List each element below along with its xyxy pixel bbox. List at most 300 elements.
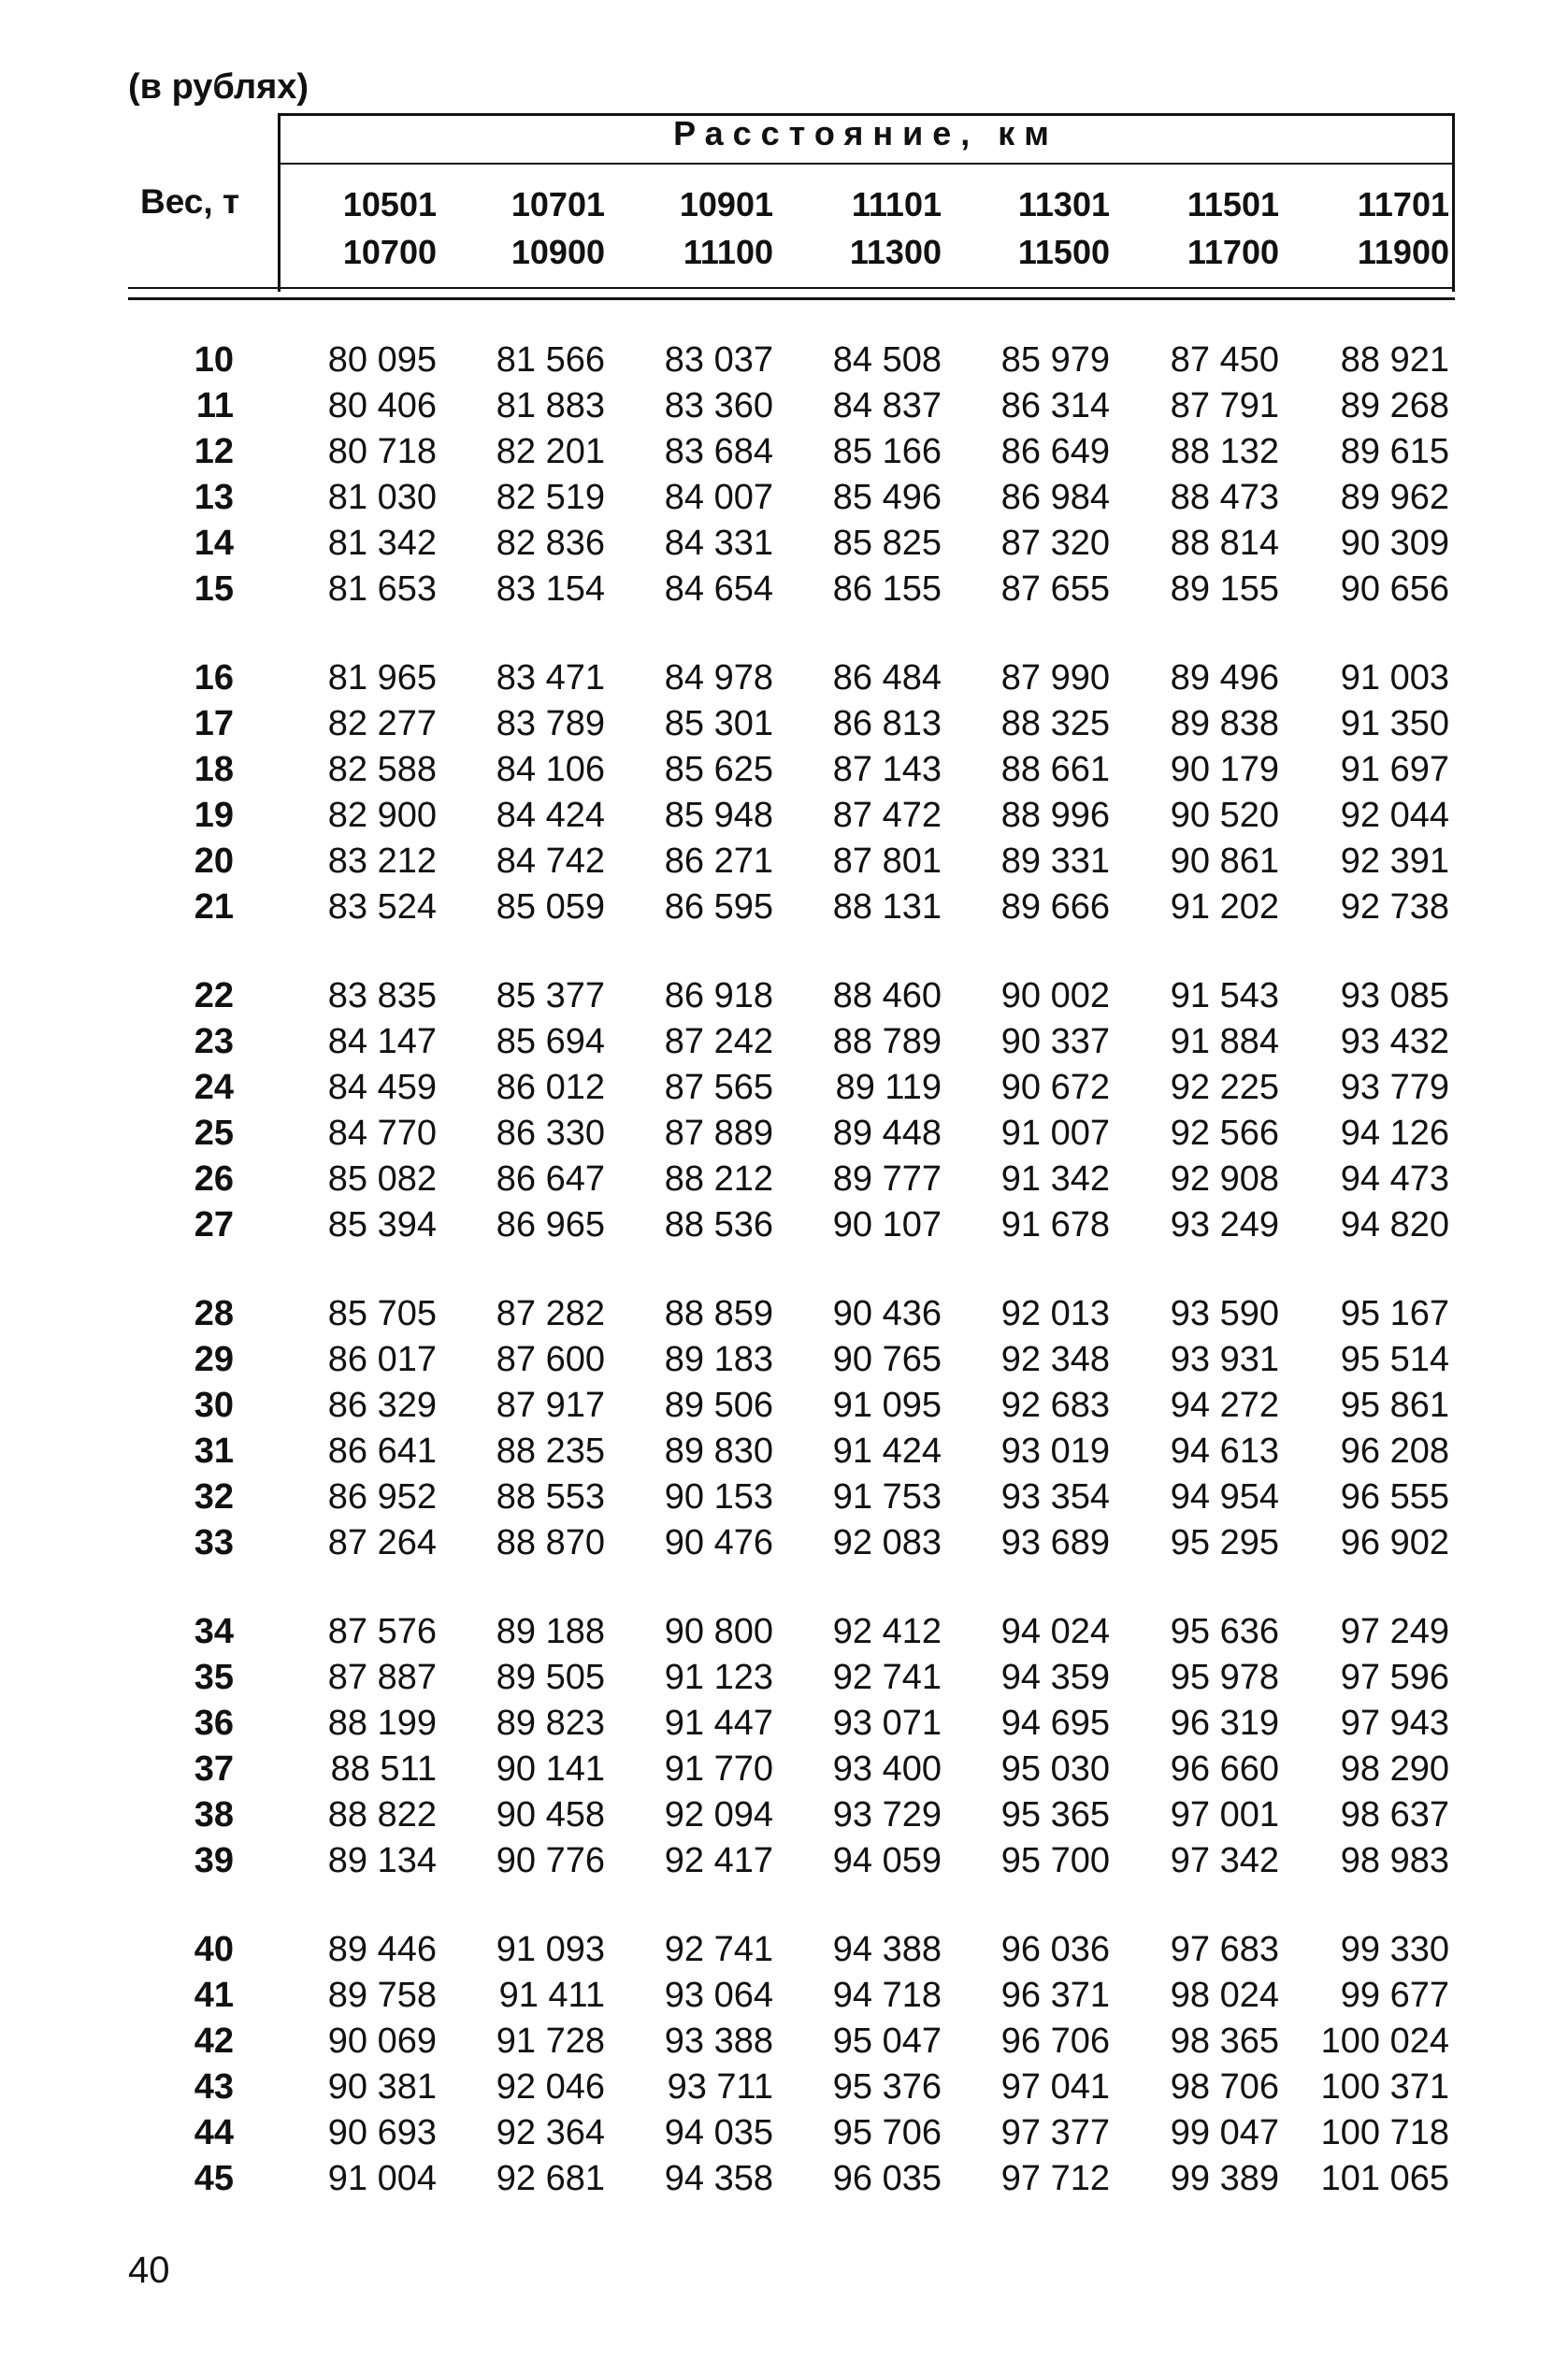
weight-cell: 10 [194,340,234,380]
weight-cell: 42 [194,2021,234,2061]
weight-cell: 41 [194,1976,234,2015]
weight-cell: 45 [194,2159,234,2198]
weight-cell: 17 [194,704,234,743]
price-cell: 91 447 [664,1704,773,1743]
weight-cell: 21 [194,887,234,927]
price-cell: 83 360 [664,386,773,425]
price-cell: 87 576 [327,1612,437,1651]
price-cell: 84 424 [496,796,605,835]
weight-cell: 13 [194,478,234,517]
weight-cell: 38 [194,1795,234,1834]
range-from: 11101 [851,185,942,223]
price-cell: 86 647 [496,1159,605,1199]
distance-range-header [1290,180,1449,276]
price-cell: 88 553 [496,1477,605,1517]
price-cell: 93 432 [1340,1022,1449,1061]
price-cell: 87 565 [664,1068,773,1107]
price-cell: 91 411 [498,1976,605,2015]
price-cell: 80 095 [327,340,437,380]
price-cell: 90 672 [1000,1068,1110,1107]
price-cell: 94 695 [1000,1704,1110,1743]
price-cell: 99 047 [1170,2113,1279,2152]
price-cell: 88 235 [496,1432,605,1471]
distance-range-header [278,180,437,276]
range-from: 10901 [679,185,773,223]
price-cell: 97 943 [1340,1704,1449,1743]
price-cell: 84 742 [496,842,605,881]
table-row [0,1792,1568,1838]
price-cell: 91 350 [1340,704,1449,743]
price-cell: 89 496 [1170,658,1279,698]
price-cell: 91 753 [832,1477,942,1517]
price-cell: 89 830 [664,1432,773,1471]
price-cell: 94 358 [664,2159,773,2198]
price-cell: 93 689 [1000,1523,1110,1562]
price-cell: 92 741 [664,1930,773,1969]
price-cell: 89 134 [327,1841,437,1880]
distance-header-rule [281,163,1455,165]
header-bottom-rule-upper [128,287,1455,289]
price-cell: 85 705 [327,1294,437,1333]
table-row [0,885,1568,930]
price-cell: 93 590 [1170,1294,1279,1333]
weight-column-header: Вес, т [140,182,240,221]
price-cell: 87 450 [1170,340,1279,380]
price-cell: 83 212 [327,842,437,881]
price-cell: 87 242 [664,1022,773,1061]
price-cell: 90 002 [1000,976,1110,1015]
price-cell: 85 082 [327,1159,437,1199]
price-cell: 85 948 [664,796,773,835]
price-cell: 88 822 [327,1795,437,1834]
price-cell: 93 085 [1340,976,1449,1015]
range-to: 11300 [849,233,942,271]
price-cell: 88 921 [1340,340,1449,380]
price-cell: 95 047 [832,2021,942,2061]
weight-cell: 35 [194,1658,234,1697]
price-cell: 85 059 [496,887,605,927]
price-cell: 82 588 [327,750,437,789]
price-cell: 95 167 [1340,1294,1449,1333]
price-cell: 93 071 [832,1704,942,1743]
price-cell: 87 472 [832,796,942,835]
price-cell: 91 678 [1000,1205,1110,1245]
weight-cell: 34 [194,1612,234,1651]
weight-cell: 29 [194,1340,234,1379]
price-cell: 97 712 [1000,2159,1110,2198]
price-cell: 99 677 [1340,1976,1449,2015]
price-cell: 86 314 [1000,386,1110,425]
price-cell: 94 718 [832,1976,942,2015]
weight-cell: 31 [194,1432,234,1471]
price-cell: 94 126 [1340,1114,1449,1153]
weight-cell: 30 [194,1386,234,1425]
table-row [0,2110,1568,2156]
price-cell: 98 983 [1340,1841,1449,1880]
price-cell: 81 566 [496,340,605,380]
price-cell: 95 978 [1170,1658,1279,1697]
price-cell: 88 661 [1000,750,1110,789]
price-cell: 89 119 [835,1068,942,1107]
price-cell: 90 069 [327,2021,437,2061]
distance-range-header [951,180,1110,276]
price-cell: 83 789 [496,704,605,743]
price-cell: 86 329 [327,1386,437,1425]
price-cell: 89 666 [1000,887,1110,927]
table-row [0,1202,1568,1248]
price-cell: 84 654 [664,569,773,609]
price-cell: 90 309 [1340,524,1449,563]
price-cell: 90 861 [1170,842,1279,881]
price-cell: 86 952 [327,1477,437,1517]
price-cell: 91 342 [1000,1159,1110,1199]
price-cell: 93 249 [1170,1205,1279,1245]
price-cell: 80 406 [327,386,437,425]
price-cell: 86 984 [1000,478,1110,517]
table-row [0,1383,1568,1429]
price-cell: 92 681 [496,2159,605,2198]
price-cell: 87 320 [1000,524,1110,563]
price-cell: 93 400 [832,1749,942,1789]
price-cell: 90 776 [496,1841,605,1880]
price-cell: 91 728 [496,2021,605,2061]
price-cell: 91 202 [1170,887,1279,927]
price-cell: 94 035 [664,2113,773,2152]
price-cell: 95 514 [1340,1340,1449,1379]
price-cell: 96 319 [1170,1704,1279,1743]
price-cell: 95 636 [1170,1612,1279,1651]
price-cell: 90 476 [664,1523,773,1562]
price-cell: 91 003 [1340,658,1449,698]
table-row [0,567,1568,612]
price-cell: 92 083 [832,1523,942,1562]
price-cell: 93 729 [832,1795,942,1834]
table-row [0,1475,1568,1520]
price-cell: 99 330 [1340,1930,1449,1969]
price-cell: 87 143 [832,750,942,789]
price-cell: 90 107 [832,1205,942,1245]
price-cell: 90 656 [1340,569,1449,609]
price-cell: 88 996 [1000,796,1110,835]
distance-range-header [783,180,942,276]
price-cell: 89 188 [496,1612,605,1651]
price-cell: 94 272 [1170,1386,1279,1425]
range-to: 10700 [342,233,437,271]
weight-cell: 36 [194,1704,234,1743]
price-cell: 89 331 [1000,842,1110,881]
price-cell: 85 394 [327,1205,437,1245]
weight-cell: 11 [195,386,234,425]
price-cell: 96 660 [1170,1749,1279,1789]
table-row [0,383,1568,429]
price-cell: 88 814 [1170,524,1279,563]
price-cell: 93 354 [1000,1477,1110,1517]
price-cell: 95 030 [1000,1749,1110,1789]
price-cell: 87 990 [1000,658,1110,698]
price-cell: 100 024 [1320,2021,1449,2061]
price-cell: 89 615 [1340,432,1449,471]
price-cell: 87 791 [1170,386,1279,425]
price-cell: 90 436 [832,1294,942,1333]
table-row [0,1065,1568,1111]
price-cell: 94 388 [832,1930,942,1969]
price-cell: 88 212 [664,1159,773,1199]
price-cell: 94 820 [1340,1205,1449,1245]
price-cell: 86 330 [496,1114,605,1153]
price-cell: 84 508 [832,340,942,380]
price-cell: 96 902 [1340,1523,1449,1562]
price-cell: 90 520 [1170,796,1279,835]
table-row [0,701,1568,747]
price-cell: 94 024 [1000,1612,1110,1651]
price-cell: 81 965 [327,658,437,698]
table-row [0,1157,1568,1202]
price-cell: 89 448 [832,1114,942,1153]
weight-cell: 39 [194,1841,234,1880]
price-cell: 90 153 [664,1477,773,1517]
price-cell: 92 013 [1000,1294,1110,1333]
price-cell: 92 738 [1340,887,1449,927]
weight-cell: 44 [194,2113,234,2152]
price-cell: 91 543 [1170,976,1279,1015]
price-cell: 83 684 [664,432,773,471]
table-row [0,1111,1568,1157]
price-cell: 88 789 [832,1022,942,1061]
price-cell: 97 249 [1340,1612,1449,1651]
price-cell: 81 883 [496,386,605,425]
table-row [0,2156,1568,2202]
price-cell: 91 770 [664,1749,773,1789]
price-cell: 81 342 [327,524,437,563]
price-cell: 83 835 [327,976,437,1015]
price-cell: 94 359 [1000,1658,1110,1697]
price-cell: 95 706 [832,2113,942,2152]
price-cell: 91 697 [1340,750,1449,789]
price-cell: 94 059 [832,1841,942,1880]
price-cell: 85 825 [832,524,942,563]
price-cell: 92 348 [1000,1340,1110,1379]
price-cell: 89 155 [1170,569,1279,609]
price-cell: 90 693 [327,2113,437,2152]
table-row [0,1520,1568,1566]
price-cell: 99 389 [1170,2159,1279,2198]
price-cell: 87 264 [327,1523,437,1562]
price-cell: 97 377 [1000,2113,1110,2152]
table-row [0,521,1568,567]
price-cell: 92 417 [664,1841,773,1880]
price-cell: 96 555 [1340,1477,1449,1517]
price-cell: 89 823 [496,1704,605,1743]
price-cell: 87 887 [327,1658,437,1697]
price-cell: 82 519 [496,478,605,517]
price-cell: 85 496 [832,478,942,517]
price-cell: 86 641 [327,1432,437,1471]
price-cell: 86 484 [832,658,942,698]
price-cell: 84 978 [664,658,773,698]
price-cell: 95 700 [1000,1841,1110,1880]
price-cell: 90 458 [496,1795,605,1834]
table-row [0,1609,1568,1655]
price-cell: 88 859 [664,1294,773,1333]
weight-cell: 20 [194,842,234,881]
weight-cell: 28 [194,1294,234,1333]
table-row [0,1019,1568,1065]
price-cell: 92 391 [1340,842,1449,881]
price-cell: 86 813 [832,704,942,743]
table-row [0,839,1568,885]
price-cell: 94 954 [1170,1477,1279,1517]
price-cell: 92 044 [1340,796,1449,835]
range-to: 11700 [1187,233,1279,271]
price-cell: 83 524 [327,887,437,927]
price-cell: 93 711 [667,2067,773,2107]
price-cell: 91 884 [1170,1022,1279,1061]
table-row [0,793,1568,839]
table-right-border [1452,113,1455,292]
price-cell: 90 381 [327,2067,437,2107]
price-cell: 84 007 [664,478,773,517]
range-to: 11100 [683,233,773,271]
price-cell: 81 030 [327,478,437,517]
table-row [0,1429,1568,1475]
table-row [0,475,1568,521]
price-cell: 96 706 [1000,2021,1110,2061]
price-cell: 82 201 [496,432,605,471]
range-from: 11301 [1017,185,1110,223]
range-from: 11701 [1357,185,1449,223]
price-cell: 96 036 [1000,1930,1110,1969]
table-row [0,747,1568,793]
price-cell: 95 376 [832,2067,942,2107]
price-cell: 96 208 [1340,1432,1449,1471]
price-cell: 84 837 [832,386,942,425]
price-cell: 84 770 [327,1114,437,1153]
price-cell: 98 706 [1170,2067,1279,2107]
price-cell: 84 331 [664,524,773,563]
price-cell: 82 836 [496,524,605,563]
price-cell: 92 412 [832,1612,942,1651]
price-cell: 88 536 [664,1205,773,1245]
price-cell: 89 505 [496,1658,605,1697]
price-cell: 89 758 [327,1976,437,2015]
price-cell: 86 012 [496,1068,605,1107]
price-cell: 88 460 [832,976,942,1015]
range-from: 10501 [342,185,437,223]
price-cell: 87 655 [1000,569,1110,609]
range-to: 11500 [1017,233,1110,271]
weight-cell: 24 [194,1068,234,1107]
price-cell: 97 596 [1340,1658,1449,1697]
distance-range-header [446,180,605,276]
table-row [0,1747,1568,1792]
price-cell: 91 424 [832,1432,942,1471]
price-cell: 87 282 [496,1294,605,1333]
weight-cell: 26 [194,1159,234,1199]
price-cell: 84 106 [496,750,605,789]
header-bottom-rule-lower [128,297,1455,300]
range-from: 11501 [1187,185,1279,223]
price-cell: 85 694 [496,1022,605,1061]
weight-cell: 33 [194,1523,234,1562]
price-cell: 90 800 [664,1612,773,1651]
price-cell: 95 365 [1000,1795,1110,1834]
distance-range-header [614,180,773,276]
price-cell: 91 093 [496,1930,605,1969]
price-cell: 80 718 [327,432,437,471]
price-cell: 88 132 [1170,432,1279,471]
price-cell: 85 377 [496,976,605,1015]
price-cell: 83 154 [496,569,605,609]
price-cell: 91 007 [1000,1114,1110,1153]
range-to: 10900 [511,233,605,271]
weight-cell: 43 [194,2067,234,2107]
price-cell: 88 473 [1170,478,1279,517]
price-cell: 98 637 [1340,1795,1449,1834]
range-to: 11900 [1357,233,1449,271]
price-cell: 101 065 [1320,2159,1449,2198]
weight-cell: 19 [194,796,234,835]
price-cell: 89 777 [832,1159,942,1199]
table-row [0,973,1568,1019]
table-row [0,1655,1568,1701]
price-cell: 90 765 [832,1340,942,1379]
price-cell: 92 683 [1000,1386,1110,1425]
price-cell: 94 613 [1170,1432,1279,1471]
price-cell: 91 095 [832,1386,942,1425]
table-row [0,1973,1568,2019]
price-cell: 84 147 [327,1022,437,1061]
price-cell: 85 625 [664,750,773,789]
price-cell: 97 683 [1170,1930,1279,1969]
price-cell: 90 179 [1170,750,1279,789]
price-cell: 98 365 [1170,2021,1279,2061]
price-cell: 82 277 [327,704,437,743]
price-cell: 98 024 [1170,1976,1279,2015]
table-row [0,1337,1568,1383]
price-cell: 96 035 [832,2159,942,2198]
price-cell: 92 046 [496,2067,605,2107]
table-row [0,338,1568,383]
price-cell: 95 861 [1340,1386,1449,1425]
table-row [0,655,1568,701]
price-cell: 92 364 [496,2113,605,2152]
price-cell: 93 779 [1340,1068,1449,1107]
price-cell: 87 801 [832,842,942,881]
price-cell: 96 371 [1000,1976,1110,2015]
weight-cell: 15 [194,569,234,609]
price-cell: 92 908 [1170,1159,1279,1199]
price-cell: 94 473 [1340,1159,1449,1199]
price-cell: 100 718 [1320,2113,1449,2152]
price-cell: 91 004 [327,2159,437,2198]
price-cell: 89 446 [327,1930,437,1969]
weight-cell: 12 [194,432,234,471]
price-cell: 92 741 [832,1658,942,1697]
price-cell: 87 917 [496,1386,605,1425]
price-cell: 90 141 [496,1749,605,1789]
range-from: 10701 [511,185,605,223]
table-row [0,2019,1568,2065]
table-row [0,1838,1568,1884]
price-cell: 83 037 [664,340,773,380]
table-row [0,1291,1568,1337]
price-cell: 88 131 [832,887,942,927]
price-cell: 86 965 [496,1205,605,1245]
price-cell: 81 653 [327,569,437,609]
price-cell: 86 155 [832,569,942,609]
price-cell: 86 271 [664,842,773,881]
price-cell: 93 931 [1170,1340,1279,1379]
